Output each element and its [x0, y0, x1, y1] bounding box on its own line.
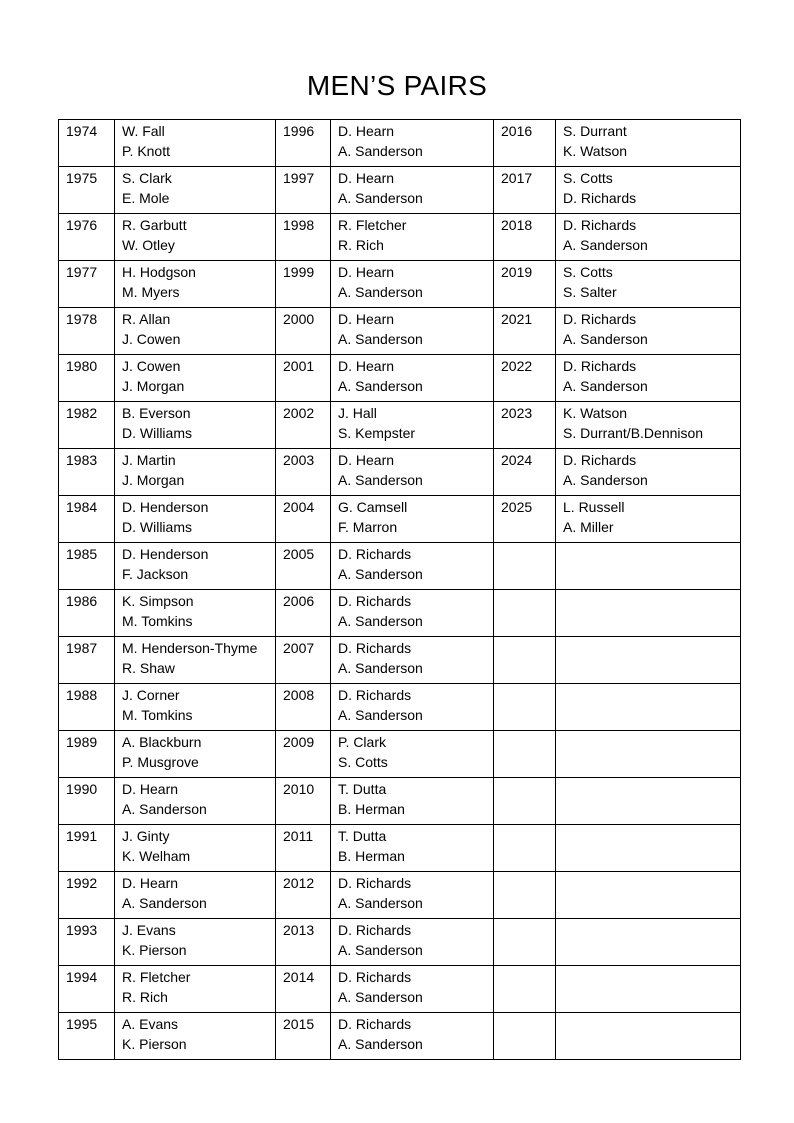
player-name: H. Hodgson	[122, 264, 196, 280]
player-name: K. Simpson	[122, 593, 194, 609]
player-name: K. Pierson	[122, 941, 187, 958]
player-name: A. Sanderson	[338, 330, 423, 347]
pair-cell	[115, 261, 276, 308]
player-name: R. Shaw	[122, 659, 175, 676]
year-cell: 1987	[59, 637, 115, 684]
year-cell: 1985	[59, 543, 115, 590]
player-name: R. Garbutt	[122, 217, 187, 233]
player-name: T. Dutta	[338, 828, 387, 844]
year-cell	[494, 966, 556, 1013]
year-cell: 2022	[494, 355, 556, 402]
player-name: D. Hearn	[122, 781, 179, 797]
player-name: D. Hearn	[338, 123, 395, 139]
player-name: D. Hearn	[338, 264, 395, 280]
pair-cell	[331, 778, 494, 825]
pair-cell	[115, 919, 276, 966]
player-name: A. Sanderson	[338, 894, 423, 911]
player-name: B. Herman	[338, 847, 405, 864]
year-cell: 1995	[59, 1013, 115, 1060]
pair-cell	[556, 167, 741, 214]
player-name: D. Richards	[338, 1016, 412, 1032]
pair-cell	[331, 543, 494, 590]
year-cell: 1983	[59, 449, 115, 496]
player-name: D. Richards	[338, 640, 412, 656]
player-name: K. Welham	[122, 847, 191, 864]
pair-cell	[331, 308, 494, 355]
player-name: K. Watson	[563, 142, 628, 159]
year-cell: 2017	[494, 167, 556, 214]
table-row	[59, 684, 741, 731]
pair-cell	[331, 355, 494, 402]
pair-cell	[115, 214, 276, 261]
player-name: M. Tomkins	[122, 612, 193, 629]
player-name: A. Miller	[563, 518, 614, 535]
player-name: R. Fletcher	[122, 969, 191, 985]
player-name: D. Hearn	[338, 452, 395, 468]
player-name: J. Morgan	[122, 471, 185, 488]
player-name: B. Everson	[122, 405, 191, 421]
year-cell: 1994	[59, 966, 115, 1013]
player-name: A. Sanderson	[563, 330, 648, 347]
player-name: J. Hall	[338, 405, 377, 421]
pair-cell	[115, 778, 276, 825]
player-name: D. Richards	[563, 189, 637, 206]
year-cell	[494, 1013, 556, 1060]
player-name: A. Sanderson	[338, 1035, 423, 1052]
year-cell: 2013	[276, 919, 331, 966]
pair-cell	[115, 449, 276, 496]
year-cell	[494, 543, 556, 590]
year-cell: 2024	[494, 449, 556, 496]
year-cell: 2009	[276, 731, 331, 778]
player-name: M. Tomkins	[122, 706, 193, 723]
player-name: D. Richards	[563, 452, 637, 468]
player-name: L. Russell	[563, 499, 625, 515]
pair-cell	[556, 1013, 741, 1060]
pair-cell	[331, 966, 494, 1013]
player-name: S. Cotts	[338, 753, 388, 770]
pair-cell	[556, 919, 741, 966]
pair-cell	[115, 590, 276, 637]
player-name: B. Herman	[338, 800, 405, 817]
table-row	[59, 496, 741, 543]
pair-cell	[115, 120, 276, 167]
pair-cell	[115, 167, 276, 214]
player-name: A. Sanderson	[338, 142, 423, 159]
year-cell	[494, 590, 556, 637]
player-name: A. Sanderson	[338, 189, 423, 206]
results-table-body	[59, 120, 741, 1060]
pair-cell	[331, 919, 494, 966]
table-row	[59, 966, 741, 1013]
player-name: P. Clark	[338, 734, 386, 750]
pair-cell	[115, 1013, 276, 1060]
year-cell: 2003	[276, 449, 331, 496]
player-name: A. Sanderson	[563, 236, 648, 253]
table-row	[59, 449, 741, 496]
year-cell: 1982	[59, 402, 115, 449]
player-name: S. Cotts	[563, 170, 613, 186]
pair-cell	[115, 543, 276, 590]
player-name: A. Sanderson	[338, 283, 423, 300]
player-name: T. Dutta	[338, 781, 387, 797]
player-name: A. Sanderson	[563, 377, 648, 394]
pair-cell	[556, 261, 741, 308]
year-cell: 1996	[276, 120, 331, 167]
player-name: S. Durrant/B.Dennison	[563, 424, 704, 441]
year-cell: 2005	[276, 543, 331, 590]
results-table	[58, 119, 741, 1060]
player-name: D. Richards	[338, 546, 412, 562]
pair-cell	[115, 637, 276, 684]
table-row	[59, 167, 741, 214]
pair-cell	[331, 872, 494, 919]
year-cell: 2010	[276, 778, 331, 825]
table-row	[59, 637, 741, 684]
pair-cell	[556, 966, 741, 1013]
table-row	[59, 308, 741, 355]
pair-cell	[115, 825, 276, 872]
player-name: K. Pierson	[122, 1035, 187, 1052]
year-cell: 2012	[276, 872, 331, 919]
year-cell: 2016	[494, 120, 556, 167]
year-cell: 1974	[59, 120, 115, 167]
pair-cell	[331, 120, 494, 167]
pair-cell	[556, 778, 741, 825]
player-name: A. Evans	[122, 1016, 179, 1032]
table-row	[59, 919, 741, 966]
year-cell: 2023	[494, 402, 556, 449]
player-name: A. Sanderson	[338, 988, 423, 1005]
pair-cell	[331, 261, 494, 308]
player-name: G. Camsell	[338, 499, 408, 515]
pair-cell	[556, 872, 741, 919]
year-cell: 1999	[276, 261, 331, 308]
player-name: R. Rich	[122, 988, 168, 1005]
player-name: R. Allan	[122, 311, 171, 327]
player-name: R. Fletcher	[338, 217, 407, 233]
player-name: S. Kempster	[338, 424, 416, 441]
year-cell	[494, 731, 556, 778]
pair-cell	[556, 308, 741, 355]
player-name: A. Sanderson	[338, 941, 423, 958]
pair-cell	[556, 402, 741, 449]
pair-cell	[556, 590, 741, 637]
pair-cell	[331, 402, 494, 449]
pair-cell	[331, 167, 494, 214]
player-name: W. Fall	[122, 123, 165, 139]
player-name: J. Martin	[122, 452, 176, 468]
pair-cell	[115, 496, 276, 543]
pair-cell	[115, 872, 276, 919]
year-cell: 2004	[276, 496, 331, 543]
table-row	[59, 590, 741, 637]
year-cell: 1980	[59, 355, 115, 402]
pair-cell	[556, 731, 741, 778]
pair-cell	[115, 966, 276, 1013]
year-cell: 2011	[276, 825, 331, 872]
player-name: P. Musgrove	[122, 753, 199, 770]
table-row	[59, 778, 741, 825]
year-cell: 2007	[276, 637, 331, 684]
year-cell: 2000	[276, 308, 331, 355]
year-cell: 1998	[276, 214, 331, 261]
player-name: A. Sanderson	[338, 706, 423, 723]
player-name: M. Myers	[122, 283, 180, 300]
player-name: D. Richards	[338, 922, 412, 938]
year-cell: 2018	[494, 214, 556, 261]
player-name: W. Otley	[122, 236, 175, 253]
player-name: J. Evans	[122, 922, 176, 938]
pair-cell	[556, 825, 741, 872]
player-name: S. Clark	[122, 170, 172, 186]
pair-cell	[115, 684, 276, 731]
player-name: D. Richards	[563, 311, 637, 327]
pair-cell	[331, 214, 494, 261]
player-name: E. Mole	[122, 189, 170, 206]
player-name: D. Richards	[338, 875, 412, 891]
player-name: A. Sanderson	[338, 659, 423, 676]
player-name: D. Henderson	[122, 499, 209, 515]
year-cell: 2008	[276, 684, 331, 731]
pair-cell	[331, 825, 494, 872]
player-name: D. Richards	[338, 687, 412, 703]
year-cell: 2006	[276, 590, 331, 637]
player-name: D. Henderson	[122, 546, 209, 562]
player-name: D. Richards	[563, 217, 637, 233]
pair-cell	[331, 449, 494, 496]
year-cell: 2014	[276, 966, 331, 1013]
pair-cell	[115, 731, 276, 778]
player-name: J. Ginty	[122, 828, 170, 844]
player-name: S. Salter	[563, 283, 617, 300]
pair-cell	[556, 214, 741, 261]
year-cell: 2015	[276, 1013, 331, 1060]
player-name: S. Cotts	[563, 264, 613, 280]
pair-cell	[556, 637, 741, 684]
year-cell: 1986	[59, 590, 115, 637]
table-row	[59, 1013, 741, 1060]
player-name: A. Sanderson	[122, 800, 207, 817]
player-name: J. Cowen	[122, 330, 181, 347]
year-cell: 1984	[59, 496, 115, 543]
table-row	[59, 120, 741, 167]
player-name: M. Henderson-Thyme	[122, 640, 258, 656]
player-name: D. Richards	[338, 969, 412, 985]
year-cell: 1993	[59, 919, 115, 966]
player-name: A. Sanderson	[338, 471, 423, 488]
pair-cell	[556, 449, 741, 496]
player-name: A. Sanderson	[338, 612, 423, 629]
pair-cell	[556, 120, 741, 167]
pair-cell	[115, 355, 276, 402]
table-row	[59, 261, 741, 308]
year-cell	[494, 637, 556, 684]
year-cell: 2002	[276, 402, 331, 449]
page-title: MEN’S PAIRS	[306, 70, 488, 101]
player-name: D. Hearn	[122, 875, 179, 891]
player-name: J. Cowen	[122, 358, 181, 374]
pair-cell	[556, 684, 741, 731]
player-name: S. Durrant	[563, 123, 627, 139]
player-name: D. Williams	[122, 424, 192, 441]
pair-cell	[331, 731, 494, 778]
year-cell: 2025	[494, 496, 556, 543]
year-cell	[494, 684, 556, 731]
year-cell: 1977	[59, 261, 115, 308]
pair-cell	[556, 355, 741, 402]
table-row	[59, 355, 741, 402]
year-cell	[494, 919, 556, 966]
table-row	[59, 731, 741, 778]
player-name: D. Hearn	[338, 170, 395, 186]
pair-cell	[331, 590, 494, 637]
table-row	[59, 214, 741, 261]
table-row	[59, 872, 741, 919]
table-row	[59, 825, 741, 872]
player-name: D. Hearn	[338, 358, 395, 374]
pair-cell	[556, 543, 741, 590]
year-cell: 2021	[494, 308, 556, 355]
pair-cell	[331, 1013, 494, 1060]
year-cell	[494, 872, 556, 919]
pair-cell	[115, 308, 276, 355]
pair-cell	[331, 684, 494, 731]
player-name: J. Morgan	[122, 377, 185, 394]
table-row	[59, 543, 741, 590]
year-cell: 2001	[276, 355, 331, 402]
player-name: A. Sanderson	[338, 377, 423, 394]
year-cell: 1997	[276, 167, 331, 214]
player-name: D. Hearn	[338, 311, 395, 327]
pair-cell	[556, 496, 741, 543]
player-name: D. Williams	[122, 518, 192, 535]
player-name: P. Knott	[122, 142, 171, 159]
year-cell: 2019	[494, 261, 556, 308]
year-cell	[494, 825, 556, 872]
year-cell: 1988	[59, 684, 115, 731]
year-cell: 1975	[59, 167, 115, 214]
player-name: A. Sanderson	[122, 894, 207, 911]
year-cell: 1978	[59, 308, 115, 355]
player-name: R. Rich	[338, 236, 384, 253]
player-name: F. Marron	[338, 518, 398, 535]
pair-cell	[331, 637, 494, 684]
player-name: D. Richards	[563, 358, 637, 374]
year-cell: 1992	[59, 872, 115, 919]
pair-cell	[115, 402, 276, 449]
player-name: D. Richards	[338, 593, 412, 609]
year-cell	[494, 778, 556, 825]
player-name: A. Sanderson	[338, 565, 423, 582]
player-name: A. Sanderson	[563, 471, 648, 488]
year-cell: 1991	[59, 825, 115, 872]
year-cell: 1990	[59, 778, 115, 825]
player-name: K. Watson	[563, 405, 628, 421]
player-name: F. Jackson	[122, 565, 189, 582]
player-name: J. Corner	[122, 687, 180, 703]
table-row	[59, 402, 741, 449]
player-name: A. Blackburn	[122, 734, 202, 750]
pair-cell	[331, 496, 494, 543]
year-cell: 1989	[59, 731, 115, 778]
year-cell: 1976	[59, 214, 115, 261]
